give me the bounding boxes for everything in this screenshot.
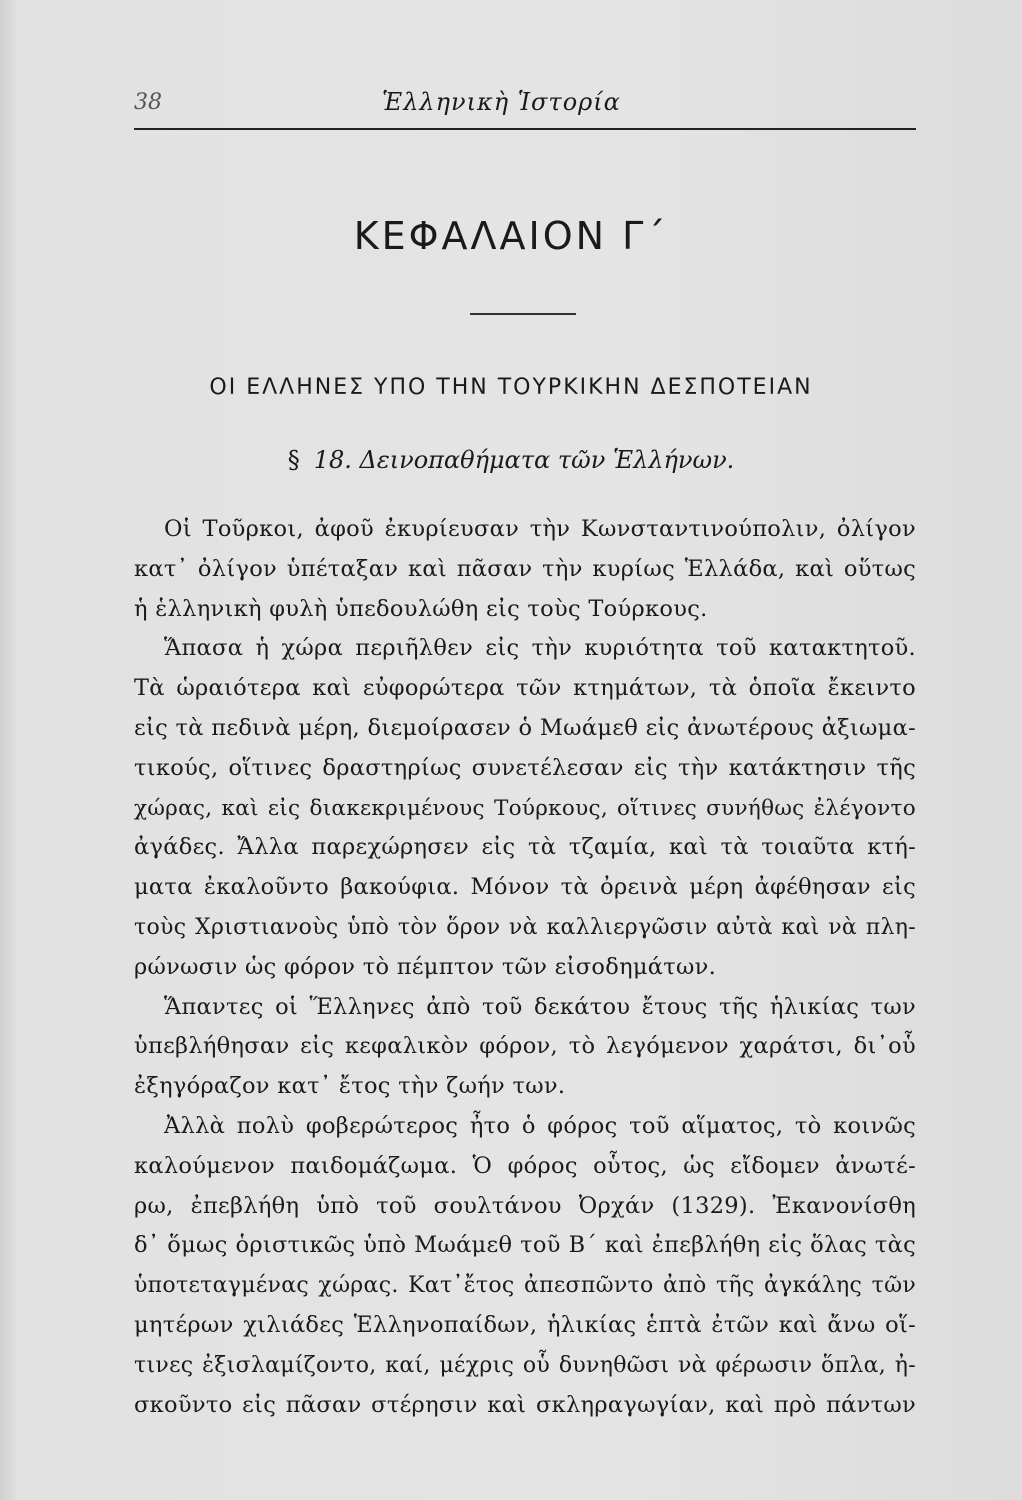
text-line: Οἱ Τοῦρκοι, ἀφοῦ ἐκυρίευσαν τὴν Κωνσταντινούπολιν, ὀλίγον <box>164 516 916 542</box>
text-line: τικούς, οἵτινες δραστηρίως συνετέλεσαν εἰς τὴν κατάκτησιν τῆς <box>134 754 916 781</box>
chapter-divider <box>470 313 576 315</box>
text-line: ἀγάδες. Ἄλλα παρεχώρησεν εἰς τὰ τζαμία, καὶ τὰ τοιαῦτα κτή- <box>134 834 916 861</box>
text-line: Ἅπαντες οἱ Ἕλληνες ἀπὸ τοῦ δεκάτου ἔτους τῆς ἡλικίας των <box>164 993 916 1020</box>
text-line: τινες ἐξισλαμίζοντο, καί, μέχρις οὗ δυνηθῶσι νὰ φέρωσιν ὅπλα, ἠ- <box>134 1352 916 1378</box>
text-line: κατ᾽ ὀλίγον ὑπέταξαν καὶ πᾶσαν τὴν κυρίως Ἑλλάδα, καὶ οὕτως <box>134 555 916 582</box>
text-line: σκοῦντο εἰς πᾶσαν στέρησιν καὶ σκληραγωγίαν, καὶ πρὸ πάντων <box>134 1391 916 1418</box>
body-text <box>134 510 916 1425</box>
text-line: χώρας, καὶ εἰς διακεκριμένους Τούρκους, οἵτινες συνήθως ἐλέγοντο <box>134 795 916 821</box>
text-line: εἰς τὰ πεδινὰ μέρη, διεμοίρασεν ὁ Μωάμεθ εἰς ἀνωτέρους ἀξιωμα- <box>134 714 916 741</box>
text-line: ἐξηγόραζον κατ᾽ ἔτος τὴν ζωήν των. <box>134 1073 566 1100</box>
text-line: ρω, ἐπεβλήθη ὑπὸ τοῦ σουλτάνου Ὀρχάν (1329). Ἐκανονίσθη <box>134 1192 916 1219</box>
chapter-title: ΚΕΦΑΛΑΙΟΝ Γ΄ <box>353 214 669 258</box>
text-line: Ἀλλὰ πολὺ φοβερώτερος ἦτο ὁ φόρος τοῦ αἵματος, τὸ κοινῶς <box>164 1112 916 1139</box>
text-line: Τὰ ὡραιότερα καὶ εὐφορώτερα τῶν κτημάτων, τὰ ὁποῖα ἔκειντο <box>134 675 916 702</box>
text-line: δ᾽ ὅμως ὁριστικῶς ὑπὸ Μωάμεθ τοῦ Β΄ καὶ ἐπεβλήθη εἰς ὅλας τὰς <box>134 1232 916 1259</box>
text-line: ρώνωσιν ὡς φόρον τὸ πέμπτον τῶν εἰσοδημάτων. <box>134 953 717 980</box>
running-title: Ἑλληνικὴ Ἱστορία <box>382 88 621 116</box>
text-line: τοὺς Χριστιανοὺς ὑπὸ τὸν ὅρον νὰ καλλιεργῶσιν αὐτὰ καὶ νὰ πλη- <box>134 914 916 940</box>
text-line: μητέρων χιλιάδες Ἑλληνοπαίδων, ἡλικίας ἑπτὰ ἐτῶν καὶ ἄνω οἵ- <box>134 1311 916 1338</box>
section-symbol: § <box>287 446 300 474</box>
text-line: Ἅπασα ἡ χώρα περιῆλθεν εἰς τὴν κυριότητα τοῦ κατακτητοῦ. <box>164 635 916 662</box>
text-line: ὑποτεταγμένας χώρας. Κατ᾽ἔτος ἀπεσπῶντο ἀπὸ τῆς ἀγκάλης τῶν <box>134 1273 916 1299</box>
subsection-title: 18. Δεινοπαθήματα τῶν Ἑλλήνων. <box>313 446 735 474</box>
text-line: καλούμενον παιδομάζωμα. Ὁ φόρος οὗτος, ὡς εἴδομεν ἀνωτέ- <box>134 1152 916 1179</box>
text-line: ὑπεβλήθησαν εἰς κεφαλικὸν φόρον, τὸ λεγόμενον χαράτσι, δι᾽οὗ <box>134 1033 916 1060</box>
page-number: 38 <box>134 90 162 115</box>
section-title: ΟΙ ΕΛΛΗΝΕΣ ΥΠΟ ΤΗΝ ΤΟΥΡΚΙΚΗΝ ΔΕΣΠΟΤΕΙΑΝ <box>209 375 813 400</box>
text-line: ματα ἐκαλοῦντο βακούφια. Μόνον τὰ ὀρεινὰ μέρη ἀφέθησαν εἰς <box>134 874 916 901</box>
header-rule <box>134 128 916 130</box>
subsection-heading <box>0 446 1022 474</box>
text-line: ἡ ἑλληνικὴ φυλὴ ὑπεδουλώθη εἰς τοὺς Τούρκους. <box>134 595 708 622</box>
running-head <box>134 88 916 128</box>
